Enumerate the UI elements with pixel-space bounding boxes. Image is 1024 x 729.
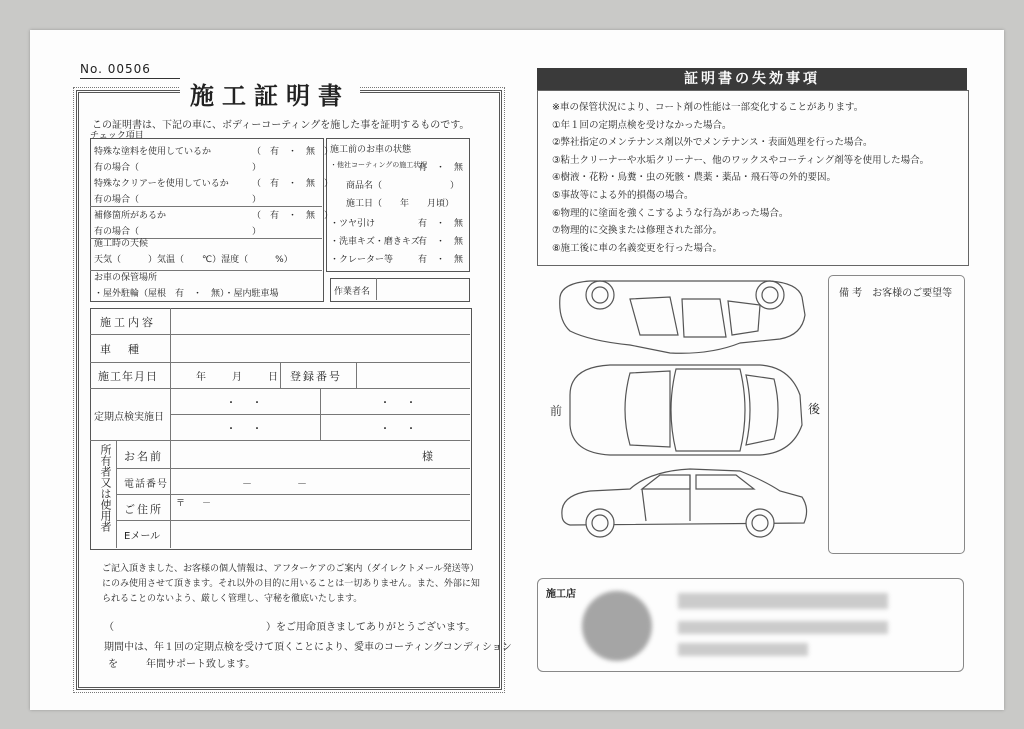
check-right-item-text: ・クレーター等 xyxy=(330,255,394,265)
content-field[interactable] xyxy=(172,310,468,332)
check-left-item-text: 施工時の天候 xyxy=(94,239,149,249)
void-item: ②弊社指定のメンテナンス剤以外でメンテナンス・表面処理を行った場合。 xyxy=(552,137,873,149)
check-left-item-text: 有の場合（ xyxy=(94,227,140,237)
check-left-item-text: お車の保管場所 xyxy=(94,273,158,283)
notes-box[interactable] xyxy=(828,275,965,554)
check-left-item-text: 有の場合（ xyxy=(94,195,140,205)
label-registration: 登録番号 xyxy=(290,370,342,383)
front-label: 前 xyxy=(550,404,563,418)
name-field[interactable] xyxy=(172,442,412,466)
owner-side-label: 所有者又は使用者 xyxy=(99,444,112,532)
check-right-item-text: ・ツヤ引け xyxy=(330,219,376,229)
void-list xyxy=(552,99,929,257)
page-title: 施工証明書 xyxy=(180,76,360,111)
label-tel: 電話番号 xyxy=(124,479,168,490)
closing-line-2: 期間中は、年１回の定期点検を受けて頂くことにより、愛車のコーティングコンディション xyxy=(104,642,512,653)
check-right-title: 施工前のお車の状態 xyxy=(330,145,412,155)
check-left-item-text: 天気（ ）気温（ ℃）湿度（ %） xyxy=(94,255,293,265)
car-plan-view xyxy=(570,365,802,455)
check-left-item-text: 特殊な塗料を使用しているか xyxy=(94,147,212,157)
notes-label: 備 考 お客様のご要望等 xyxy=(839,288,953,299)
check-left-item-option[interactable]: （ 有 ・ 無 ） xyxy=(252,179,334,189)
shop-address-blurred xyxy=(678,621,888,634)
intro-text: この証明書は、下記の車に、ボディーコーティングを施した事を証明するものです。 xyxy=(92,120,470,131)
closing-open-paren: （ xyxy=(104,622,114,633)
label-date: 施工年月日 xyxy=(98,370,158,383)
label-email: Eメール xyxy=(124,531,161,542)
void-item: ④樹液・花粉・鳥糞・虫の死骸・農薬・薬品・飛石等の外的要因。 xyxy=(552,172,837,184)
label-car: 車 種 xyxy=(100,343,142,356)
email-field[interactable] xyxy=(172,522,468,546)
privacy-notice: ご記入頂きました、お客様の個人情報は、アフターケアのご案内（ダイレクトメール発送等）にのみ使用させて頂きます。それ以外の目的に用いることは一切ありません。また、外部に知られることのないよう、厳しく管理し、守秘を徹底いたします。 xyxy=(102,564,480,604)
label-address: ご住所 xyxy=(124,503,163,516)
registration-field[interactable] xyxy=(358,364,468,386)
check-left-item-text: 特殊なクリアーを使用しているか xyxy=(94,179,229,189)
car-top-upside-down-view xyxy=(560,281,805,353)
void-item: ①年１回の定期点検を受けなかった場合。 xyxy=(552,119,732,131)
worker-label: 作業者名 xyxy=(334,287,371,297)
shop-logo-blurred xyxy=(582,591,652,661)
name-suffix: 様 xyxy=(422,450,433,463)
void-item: ※車の保管状況により、コート剤の性能は一部変化することがあります。 xyxy=(552,102,864,113)
void-item: ⑥物理的に塗面を強くこするような行為があった場合。 xyxy=(552,207,789,219)
inspection-date-2[interactable]: ・ ・ xyxy=(380,398,419,409)
car-diagram xyxy=(550,275,822,555)
check-right-item-option[interactable]: 有 ・ 無 xyxy=(418,255,464,265)
car-side-view xyxy=(562,469,807,537)
tel-fill[interactable]: － － xyxy=(242,479,308,490)
void-item: ③粘土クリーナーや水垢クリーナー、他のワックスやコーティング剤等を使用した場合。 xyxy=(552,154,930,166)
rear-label: 後 xyxy=(808,402,821,416)
check-left-item-text: ・屋外駐輪（屋根 有 ・ 無）・屋内駐車場 xyxy=(94,289,279,299)
inspection-date-3[interactable]: ・ ・ xyxy=(226,424,265,435)
check-right-item-option[interactable]: ） xyxy=(450,181,460,191)
address-fill[interactable]: 〒 － xyxy=(176,499,216,509)
check-right-item-text: ・他社コーティングの施工状況 xyxy=(330,161,428,169)
check-left-item-option[interactable]: ） xyxy=(252,163,262,173)
label-name: お名前 xyxy=(124,450,163,463)
check-right-item-text: 商品名（ xyxy=(346,181,383,191)
void-item: ⑦物理的に交換または修理された部分。 xyxy=(552,225,723,237)
void-conditions-box xyxy=(537,90,969,266)
check-right-item-text: 施工日（ 年 月頃） xyxy=(346,199,455,209)
shop-name-blurred xyxy=(678,593,888,609)
closing-line-1: ）をご用命頂きましてありがとうございます。 xyxy=(266,622,476,633)
label-inspection: 定期点検実施日 xyxy=(94,412,164,423)
check-right-item-option[interactable]: 有 ・ 無 xyxy=(418,163,464,173)
check-left-item-option[interactable]: ） xyxy=(252,227,262,237)
check-left-item-text: 有の場合（ xyxy=(94,163,140,173)
void-title: 証明書の失効事項 xyxy=(537,68,967,90)
shop-tel-blurred xyxy=(678,643,808,656)
inspection-date-1[interactable]: ・ ・ xyxy=(226,398,265,409)
car-field[interactable] xyxy=(172,336,468,360)
shop-box xyxy=(537,578,964,672)
date-fill[interactable]: 年 月 日 xyxy=(196,372,280,383)
check-right-item-text: ・洗車キズ・磨きキズ xyxy=(330,237,420,247)
certificate-sheet xyxy=(30,30,1004,710)
check-heading: チェック項目 xyxy=(90,131,144,141)
shop-label: 施工店 xyxy=(546,589,576,600)
check-right-item-option[interactable]: 有 ・ 無 xyxy=(418,237,464,247)
check-left-item-text: 補修箇所があるか xyxy=(94,211,167,221)
label-content: 施工内容 xyxy=(100,316,156,329)
closing-line-3a: を xyxy=(108,659,118,670)
closing-line-3b: 年間サポート致します。 xyxy=(146,659,256,670)
document-number: No. 00506 xyxy=(80,62,190,79)
check-right-item-option[interactable]: 有 ・ 無 xyxy=(418,219,464,229)
void-item: ⑧施工後に車の名義変更を行った場合。 xyxy=(552,242,723,254)
inspection-date-4[interactable]: ・ ・ xyxy=(380,424,419,435)
void-item: ⑤事故等による外的損傷の場合。 xyxy=(552,189,694,201)
check-left-item-option[interactable]: （ 有 ・ 無 ） xyxy=(252,211,334,221)
check-left-item-option[interactable]: （ 有 ・ 無 ） xyxy=(252,147,334,157)
check-left-item-option[interactable]: ） xyxy=(252,195,262,205)
